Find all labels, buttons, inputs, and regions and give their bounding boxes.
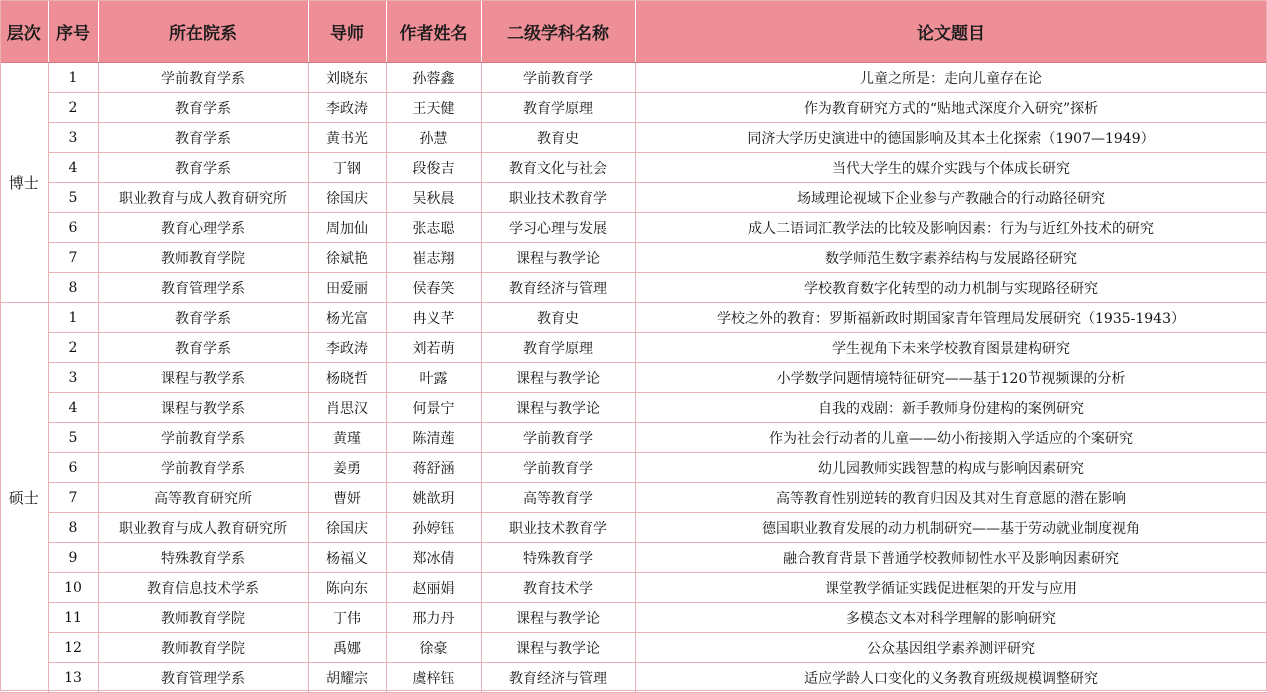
- row-author: 张志聪: [386, 213, 481, 243]
- row-thesis-title: 当代大学生的媒介实践与个体成长研究: [635, 153, 1267, 183]
- row-thesis-title: 作为社会行动者的儿童——幼小衔接期入学适应的个案研究: [635, 423, 1267, 453]
- row-department: 学前教育学系: [98, 453, 308, 483]
- row-thesis-title: 德国职业教育发展的动力机制研究——基于劳动就业制度视角: [635, 513, 1267, 543]
- row-author: 赵丽娟: [386, 573, 481, 603]
- row-author: 吴秋晨: [386, 183, 481, 213]
- row-department: 高等教育研究所: [98, 483, 308, 513]
- row-thesis-title: 儿童之所是：走向儿童存在论: [635, 63, 1267, 93]
- row-advisor: 丁钢: [308, 153, 386, 183]
- table-row: [0, 513, 1267, 543]
- table-row: [0, 213, 1267, 243]
- table-row: [0, 393, 1267, 423]
- row-author: 姚歆玥: [386, 483, 481, 513]
- row-department: 教育学系: [98, 123, 308, 153]
- row-department: 教育信息技术学系: [98, 573, 308, 603]
- table-row: [0, 633, 1267, 663]
- row-author: 孙蓉鑫: [386, 63, 481, 93]
- table-row: [0, 123, 1267, 153]
- row-department: 教育学系: [98, 303, 308, 333]
- row-advisor: 黄瑾: [308, 423, 386, 453]
- row-index: 1: [48, 303, 98, 333]
- row-advisor: 李政涛: [308, 93, 386, 123]
- row-thesis-title: 成人二语词汇教学法的比较及影响因素：行为与近红外技术的研究: [635, 213, 1267, 243]
- row-department: 职业教育与成人教育研究所: [98, 513, 308, 543]
- row-advisor: 曹妍: [308, 483, 386, 513]
- row-author: 徐豪: [386, 633, 481, 663]
- row-advisor: 田爱丽: [308, 273, 386, 303]
- row-discipline: 教育经济与管理: [481, 273, 635, 303]
- header-advisor: 导师: [308, 0, 386, 63]
- table-row: [0, 543, 1267, 573]
- row-index: 5: [48, 183, 98, 213]
- table-row: [0, 183, 1267, 213]
- row-author: 崔志翔: [386, 243, 481, 273]
- row-thesis-title: 学校教育数字化转型的动力机制与实现路径研究: [635, 273, 1267, 303]
- row-discipline: 教育文化与社会: [481, 153, 635, 183]
- row-discipline: 教育学原理: [481, 333, 635, 363]
- row-advisor: 肖思汉: [308, 393, 386, 423]
- table-row: [0, 93, 1267, 123]
- row-discipline: 课程与教学论: [481, 393, 635, 423]
- row-thesis-title: 高等教育性别逆转的教育归因及其对生育意愿的潜在影响: [635, 483, 1267, 513]
- row-discipline: 职业技术教育学: [481, 513, 635, 543]
- row-discipline: 高等教育学: [481, 483, 635, 513]
- row-thesis-title: 自我的戏剧：新手教师身份建构的案例研究: [635, 393, 1267, 423]
- row-discipline: 职业技术教育学: [481, 183, 635, 213]
- row-thesis-title: 学生视角下未来学校教育图景建构研究: [635, 333, 1267, 363]
- table-row: [0, 453, 1267, 483]
- table-row: [0, 303, 1267, 333]
- row-index: 8: [48, 513, 98, 543]
- row-index: 13: [48, 663, 98, 693]
- row-thesis-title: 同济大学历史演进中的德国影响及其本土化探索（1907—1949）: [635, 123, 1267, 153]
- row-author: 虞梓钰: [386, 663, 481, 693]
- header-row: [0, 0, 1267, 63]
- row-advisor: 杨福义: [308, 543, 386, 573]
- row-thesis-title: 小学数学问题情境特征研究——基于120节视频课的分析: [635, 363, 1267, 393]
- row-discipline: 教育经济与管理: [481, 663, 635, 693]
- table-row: [0, 663, 1267, 693]
- row-thesis-title: 公众基因组学素养测评研究: [635, 633, 1267, 663]
- row-advisor: 徐国庆: [308, 513, 386, 543]
- table-row: [0, 363, 1267, 393]
- row-department: 教育学系: [98, 333, 308, 363]
- row-discipline: 课程与教学论: [481, 243, 635, 273]
- row-discipline: 教育学原理: [481, 93, 635, 123]
- row-author: 侯春笑: [386, 273, 481, 303]
- row-author: 王天健: [386, 93, 481, 123]
- header-index: 序号: [48, 0, 98, 63]
- header-discipline: 二级学科名称: [481, 0, 635, 63]
- level-cell: 博士: [0, 63, 48, 303]
- row-thesis-title: 作为教育研究方式的“贴地式深度介入研究”探析: [635, 93, 1267, 123]
- row-department: 教师教育学院: [98, 603, 308, 633]
- row-author: 刘若萌: [386, 333, 481, 363]
- row-discipline: 教育技术学: [481, 573, 635, 603]
- row-thesis-title: 场域理论视域下企业参与产教融合的行动路径研究: [635, 183, 1267, 213]
- row-index: 8: [48, 273, 98, 303]
- row-department: 学前教育学系: [98, 423, 308, 453]
- row-department: 教育心理学系: [98, 213, 308, 243]
- table-row: [0, 603, 1267, 633]
- row-author: 陈清莲: [386, 423, 481, 453]
- row-thesis-title: 适应学龄人口变化的义务教育班级规模调整研究: [635, 663, 1267, 693]
- table-row: [0, 423, 1267, 453]
- row-advisor: 陈向东: [308, 573, 386, 603]
- row-advisor: 禹娜: [308, 633, 386, 663]
- row-department: 教师教育学院: [98, 243, 308, 273]
- header-thesis-title: 论文题目: [635, 0, 1267, 63]
- row-department: 特殊教育学系: [98, 543, 308, 573]
- row-department: 教育学系: [98, 93, 308, 123]
- row-index: 4: [48, 153, 98, 183]
- row-thesis-title: 多模态文本对科学理解的影响研究: [635, 603, 1267, 633]
- row-author: 何景宁: [386, 393, 481, 423]
- row-index: 7: [48, 243, 98, 273]
- row-index: 2: [48, 93, 98, 123]
- row-discipline: 学前教育学: [481, 423, 635, 453]
- row-discipline: 教育史: [481, 303, 635, 333]
- row-department: 职业教育与成人教育研究所: [98, 183, 308, 213]
- row-index: 2: [48, 333, 98, 363]
- header-author: 作者姓名: [386, 0, 481, 63]
- row-author: 蒋舒涵: [386, 453, 481, 483]
- row-advisor: 刘晓东: [308, 63, 386, 93]
- row-department: 教育管理学系: [98, 273, 308, 303]
- row-department: 学前教育学系: [98, 63, 308, 93]
- row-author: 叶露: [386, 363, 481, 393]
- row-index: 6: [48, 453, 98, 483]
- row-index: 10: [48, 573, 98, 603]
- row-index: 3: [48, 123, 98, 153]
- row-author: 孙慧: [386, 123, 481, 153]
- row-advisor: 胡耀宗: [308, 663, 386, 693]
- header-level: 层次: [0, 0, 48, 63]
- row-author: 郑冰倩: [386, 543, 481, 573]
- row-index: 3: [48, 363, 98, 393]
- row-index: 11: [48, 603, 98, 633]
- row-department: 课程与教学系: [98, 363, 308, 393]
- row-advisor: 周加仙: [308, 213, 386, 243]
- row-discipline: 课程与教学论: [481, 603, 635, 633]
- row-discipline: 学习心理与发展: [481, 213, 635, 243]
- row-index: 1: [48, 63, 98, 93]
- table-row: [0, 153, 1267, 183]
- row-thesis-title: 学校之外的教育：罗斯福新政时期国家青年管理局发展研究（1935-1943）: [635, 303, 1267, 333]
- row-author: 孙婷钰: [386, 513, 481, 543]
- row-thesis-title: 融合教育背景下普通学校教师韧性水平及影响因素研究: [635, 543, 1267, 573]
- row-discipline: 特殊教育学: [481, 543, 635, 573]
- row-department: 课程与教学系: [98, 393, 308, 423]
- row-index: 7: [48, 483, 98, 513]
- row-thesis-title: 幼儿园教师实践智慧的构成与影响因素研究: [635, 453, 1267, 483]
- row-department: 教育学系: [98, 153, 308, 183]
- row-advisor: 李政涛: [308, 333, 386, 363]
- row-index: 4: [48, 393, 98, 423]
- table-row: [0, 63, 1267, 93]
- row-thesis-title: 数学师范生数字素养结构与发展路径研究: [635, 243, 1267, 273]
- row-discipline: 课程与教学论: [481, 363, 635, 393]
- row-author: 冉义芊: [386, 303, 481, 333]
- row-index: 12: [48, 633, 98, 663]
- row-thesis-title: 课堂教学循证实践促进框架的开发与应用: [635, 573, 1267, 603]
- table-row: [0, 483, 1267, 513]
- row-index: 9: [48, 543, 98, 573]
- table-row: [0, 243, 1267, 273]
- row-author: 段俊吉: [386, 153, 481, 183]
- row-index: 6: [48, 213, 98, 243]
- header-department: 所在院系: [98, 0, 308, 63]
- row-index: 5: [48, 423, 98, 453]
- row-discipline: 教育史: [481, 123, 635, 153]
- row-department: 教育管理学系: [98, 663, 308, 693]
- row-advisor: 杨晓哲: [308, 363, 386, 393]
- row-advisor: 杨光富: [308, 303, 386, 333]
- table-row: [0, 333, 1267, 363]
- row-advisor: 徐斌艳: [308, 243, 386, 273]
- table-row: [0, 573, 1267, 603]
- row-author: 邢力丹: [386, 603, 481, 633]
- row-advisor: 姜勇: [308, 453, 386, 483]
- row-advisor: 徐国庆: [308, 183, 386, 213]
- row-discipline: 学前教育学: [481, 453, 635, 483]
- table-body: [0, 63, 1267, 693]
- row-discipline: 学前教育学: [481, 63, 635, 93]
- row-advisor: 丁伟: [308, 603, 386, 633]
- row-advisor: 黄书光: [308, 123, 386, 153]
- row-department: 教师教育学院: [98, 633, 308, 663]
- table-row: [0, 273, 1267, 303]
- row-discipline: 课程与教学论: [481, 633, 635, 663]
- level-cell: 硕士: [0, 303, 48, 693]
